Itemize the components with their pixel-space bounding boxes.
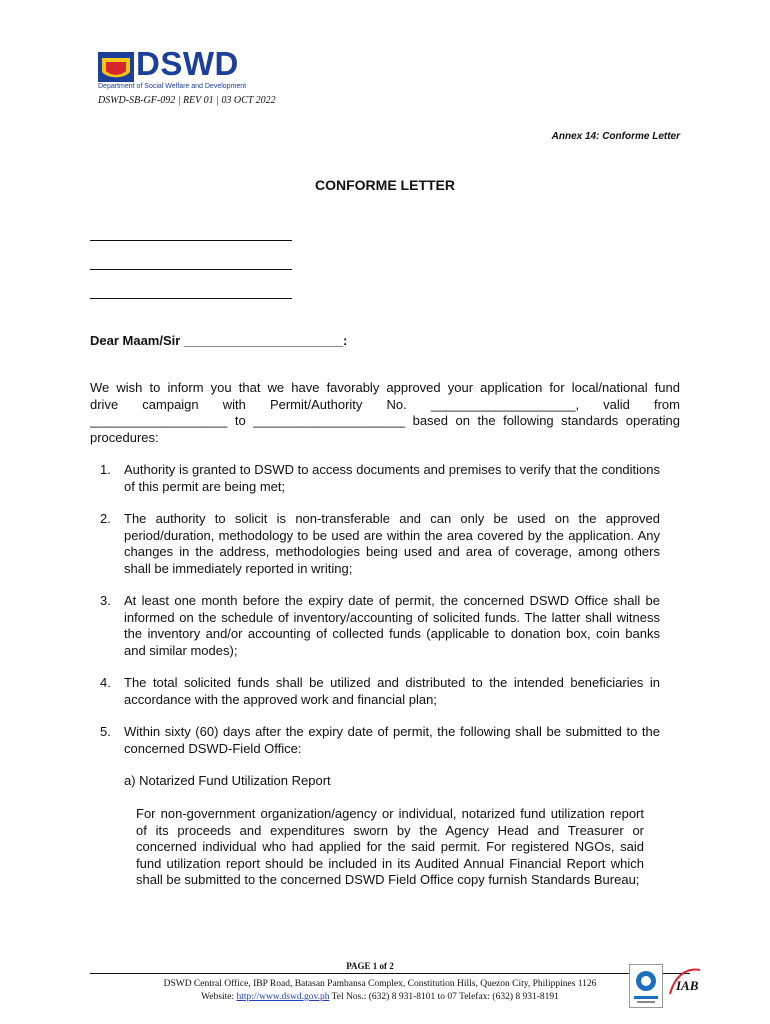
intro-line: drive campaign with Permit/Authority No. ____________________, valid from [90,396,680,412]
list-number: 1. [100,462,111,477]
salutation: Dear Maam/Sir ______________________: [90,333,348,348]
list-item [90,462,660,495]
list-number: 3. [100,593,111,608]
address-line-2[interactable] [90,269,292,270]
sub-item-a-label: a) Notarized Fund Utilization Report [124,773,331,788]
website-link[interactable]: http://www.dswd.gov.ph [236,992,330,1002]
list-item [90,675,660,708]
footer-address: DSWD Central Office, IBP Road, Batasan Pambansa Complex, Constitution Hills, Quezon City, Philippines 1126 [163,979,597,989]
annex-label: Annex 14: Conforme Letter [551,131,680,142]
address-line-1[interactable] [90,240,292,241]
page-number: PAGE 1 of 2 [346,961,394,971]
logo-text: DSWD [136,45,239,82]
intro-paragraph [90,380,680,446]
list-item [90,593,660,659]
socotec-certification-icon [629,964,663,1008]
contact-numbers: Tel Nos.: (632) 8 931-8101 to 07 Telefax: (632) 8 931-8191 [331,992,559,1002]
sub-item-a-text: For non-government organization/agency or individual, notarized fund utilization report of its proceeds and expenditures sworn by the Agency Head and Treasurer or concerned individual who had applied for the said permit. For registered NGOs, said fund utilization report should be included in its Audited Annual Financial Report which shall be submitted to the concerned DSWD Field Office copy furnish Standards Bureau; [136,806,644,887]
procedures-list [90,462,660,773]
list-number: 5. [100,724,111,739]
form-code: DSWD-SB-GF-092 | REV 01 | 03 OCT 2022 [98,95,276,106]
list-number: 4. [100,675,111,690]
list-item [90,724,660,757]
dswd-emblem-icon [98,52,134,82]
footer-divider [90,973,690,974]
list-number: 2. [100,511,111,526]
letter-title: CONFORME LETTER [315,177,455,193]
dswd-logo [98,45,248,94]
intro-line: procedures: [90,429,159,445]
list-item-text: The authority to solicit is non-transferable and can only be used on the approved period/duration, methodology to be used are within the area covered by the application. Any changes in the address, methodologies being used and area of coverage, among others shall be immediately reported in writing; [124,511,660,576]
iab-label: IAB [676,978,699,993]
list-item-text: The total solicited funds shall be utilized and distributed to the intended beneficiaries in accordance with the approved work and financial plan; [124,675,660,707]
address-line-3[interactable] [90,298,292,299]
website-label: Website: [201,992,235,1002]
list-item-text: Authority is granted to DSWD to access documents and premises to verify that the conditions of this permit are being met; [124,462,660,494]
logo-subtitle: Department of Social Welfare and Development [98,83,247,90]
intro-line: ___________________ to _____________________ based on the following standards operating [90,413,680,428]
list-item [90,511,660,577]
list-item-text: Within sixty (60) days after the expiry date of permit, the following shall be submitted to the concerned DSWD-Field Office: [124,724,660,756]
iab-accreditation-icon [666,966,702,1006]
list-item-text: At least one month before the expiry date of permit, the concerned DSWD Office shall be informed on the schedule of inventory/accounting of solicited funds. The latter shall witness the inventory and/or accounting of collected funds (applicable to donation box, coin banks and similar modes); [124,593,660,658]
intro-line: We wish to inform you that we have favorably approved your application for local/national fund [90,380,680,395]
